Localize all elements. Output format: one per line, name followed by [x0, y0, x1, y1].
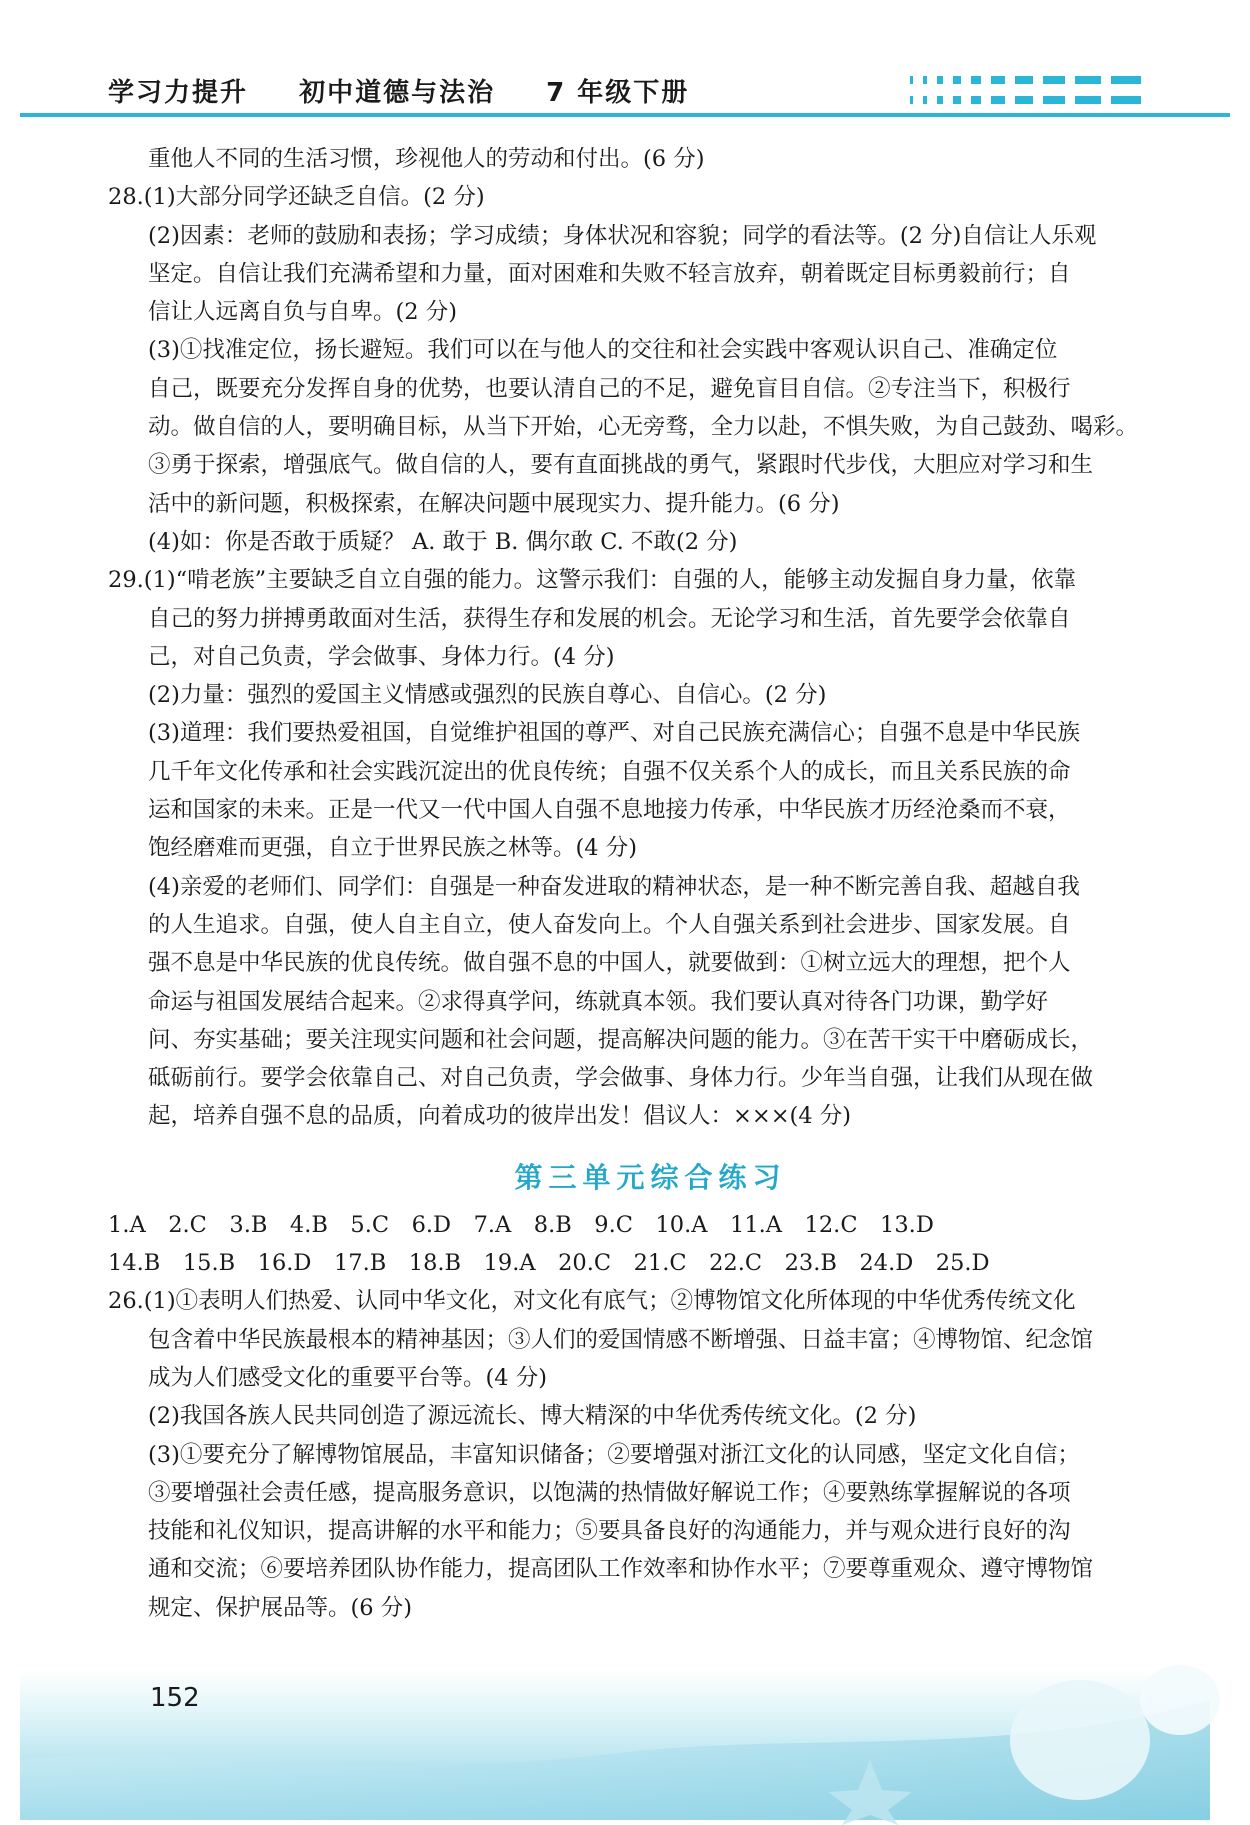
answer-line: 重他人不同的生活习惯，珍视他人的劳动和付出。(6 分): [148, 146, 705, 172]
header-dash: [1043, 76, 1065, 84]
answer-line: 28.(1)大部分同学还缺乏自信。(2 分): [108, 184, 485, 211]
unit3-answer-line: 14.B 15.B 16.D 17.B 18.B 19.A 20.C 21.C 22.C 23.B 24.D 25.D: [108, 1250, 990, 1277]
section-title: 第三单元综合练习: [514, 1160, 787, 1194]
answer-line: (4)亲爱的老师们、同学们：自强是一种奋发进取的精神状态，是一种不断完善自我、超越自我: [148, 873, 1080, 900]
unit3-answer-line: 26.(1)①表明人们热爱、认同中华文化，对文化有底气；②博物馆文化所体现的中华优秀传统文化: [108, 1288, 1076, 1315]
header-dash: [991, 76, 1005, 84]
header-dash: [991, 96, 1005, 104]
header-dash: [1075, 76, 1101, 84]
answer-line: 砥砺前行。要学会依靠自己、对自己负责，学会做事、身体力行。少年当自强，让我们从现在做: [148, 1065, 1094, 1092]
header-dash: [1043, 96, 1065, 104]
answer-line: 动。做自信的人，要明确目标，从当下开始，心无旁骛，全力以赴，不惧失败，为自己鼓劲、喝彩。: [148, 414, 1139, 441]
shell-shape: [1010, 1680, 1150, 1800]
subject-name: 初中道德与法治: [299, 78, 496, 108]
unit3-answer-line: 包含着中华民族最根本的精神基因；③人们的爱国情感不断增强、日益丰富；④博物馆、纪念馆: [148, 1326, 1094, 1353]
unit3-answer-line: (2)我国各族人民共同创造了源远流长、博大精深的中华优秀传统文化。(2 分): [148, 1403, 917, 1430]
header-dash: [937, 76, 943, 84]
header-title: [108, 72, 729, 109]
answer-line: 几千年文化传承和社会实践沉淀出的优良传统；自强不仅关系个人的成长，而且关系民族的命: [148, 758, 1071, 785]
answer-line: (3)①找准定位，扬长避短。我们可以在与他人的交往和社会实践中客观认识自己、准确定位: [148, 337, 1058, 364]
header-dash: [1075, 96, 1101, 104]
header-dash: [910, 76, 913, 84]
answer-line: 运和国家的未来。正是一代又一代中国人自强不息地接力传承，中华民族才历经沧桑而不衰，: [148, 797, 1071, 824]
answer-line: 命运与祖国发展结合起来。②求得真学问，练就真本领。我们要认真对待各门功课，勤学好: [148, 988, 1049, 1015]
series-name: 学习力提升: [108, 78, 249, 108]
answer-line: 的人生追求。自强，使人自主自立，使人奋发向上。个人自强关系到社会进步、国家发展。自: [148, 911, 1071, 938]
unit3-answer-line: ③要增强社会责任感，提高服务意识，以饱满的热情做好解说工作；④要熟练掌握解说的各项: [148, 1479, 1071, 1506]
header-dash: [953, 76, 961, 84]
header-decoration-dashes: [910, 74, 1230, 110]
header-dash: [953, 96, 961, 104]
header-dash: [1111, 96, 1141, 104]
answer-line: 自己，既要充分发挥自身的优势，也要认清自己的不足，避免盲目自信。②专注当下，积极行: [148, 375, 1071, 402]
unit3-answer-line: 成为人们感受文化的重要平台等。(4 分): [148, 1364, 548, 1391]
answer-line: 29.(1)“啃老族”主要缺乏自立自强的能力。这警示我们：自强的人，能够主动发掘自身力量，依靠: [108, 567, 1077, 594]
unit3-answer-line: 规定、保护展品等。(6 分): [148, 1594, 413, 1621]
header-dash: [971, 76, 981, 84]
answer-line: 自己的努力拼搏勇敢面对生活，获得生存和发展的机会。无论学习和生活，首先要学会依靠自: [148, 605, 1071, 632]
header-dash: [1111, 76, 1141, 84]
header-rule: [20, 113, 1230, 117]
grade-name: 7 年级下册: [546, 78, 690, 108]
answer-content: [108, 140, 1193, 1627]
unit3-answer-line: (3)①要充分了解博物馆展品，丰富知识储备；②要增强对浙江文化的认同感，坚定文化自信；: [148, 1441, 1080, 1468]
answer-line: 己，对自己负责，学会做事、身体力行。(4 分): [148, 643, 615, 670]
unit3-answer-line: 通和交流；⑥要培养团队协作能力，提高团队工作效率和协作水平；⑦要尊重观众、遵守博物馆: [148, 1556, 1094, 1583]
header-dash: [923, 76, 927, 84]
answer-line: (2)因素：老师的鼓励和表扬；学习成绩；身体状况和容貌；同学的看法等。(2 分)自信让人乐观: [148, 222, 1097, 249]
unit3-answer-line: 技能和礼仪知识，提高讲解的水平和能力；⑤要具备良好的沟通能力，并与观众进行良好的沟: [148, 1518, 1071, 1545]
footer-ocean-decoration: [0, 1640, 1250, 1825]
unit3-answer-line: 1.A 2.C 3.B 4.B 5.C 6.D 7.A 8.B 9.C 10.A 11.A 12.C 13.D: [108, 1211, 934, 1238]
answer-line: (4)如：你是否敢于质疑？ A. 敢于 B. 偶尔敢 C. 不敢(2 分): [148, 528, 738, 555]
header-dash: [937, 96, 943, 104]
answer-line: 强不息是中华民族的优良传统。做自强不息的中国人，就要做到：①树立远大的理想，把个人: [148, 950, 1071, 977]
answer-line: 坚定。自信让我们充满希望和力量，面对困难和失败不轻言放弃，朝着既定目标勇毅前行；自: [148, 260, 1071, 287]
header-dash: [1015, 96, 1033, 104]
header-dash: [910, 96, 913, 104]
answers-unit-three: [108, 1206, 1193, 1627]
header-dash: [923, 96, 927, 104]
page-header: [0, 0, 1250, 120]
answer-line: 活中的新问题，积极探索，在解决问题中展现实力、提升能力。(6 分): [148, 490, 840, 517]
header-dash: [1015, 76, 1033, 84]
answers-unit-two: [108, 140, 1193, 1136]
answer-line: 饱经磨难而更强，自立于世界民族之林等。(4 分): [148, 835, 638, 862]
answer-line: 起，培养自强不息的品质，向着成功的彼岸出发！倡议人：×××(4 分): [148, 1103, 852, 1130]
answer-line: 信让人远离自负与自卑。(2 分): [148, 299, 458, 326]
answer-line: 问、夯实基础；要关注现实问题和社会问题，提高解决问题的能力。③在苦干实干中磨砺成长，: [148, 1026, 1094, 1053]
answer-line: (2)力量：强烈的爱国主义情感或强烈的民族自尊心、自信心。(2 分): [148, 682, 827, 709]
answer-line: ③勇于探索，增强底气。做自信的人，要有直面挑战的勇气，紧跟时代步伐，大胆应对学习和生: [148, 452, 1094, 479]
header-dash: [971, 96, 981, 104]
page-number: 152: [150, 1683, 200, 1713]
answer-line: (3)道理：我们要热爱祖国，自觉维护祖国的尊严、对自己民族充满信心；自强不息是中华民族: [148, 720, 1080, 747]
